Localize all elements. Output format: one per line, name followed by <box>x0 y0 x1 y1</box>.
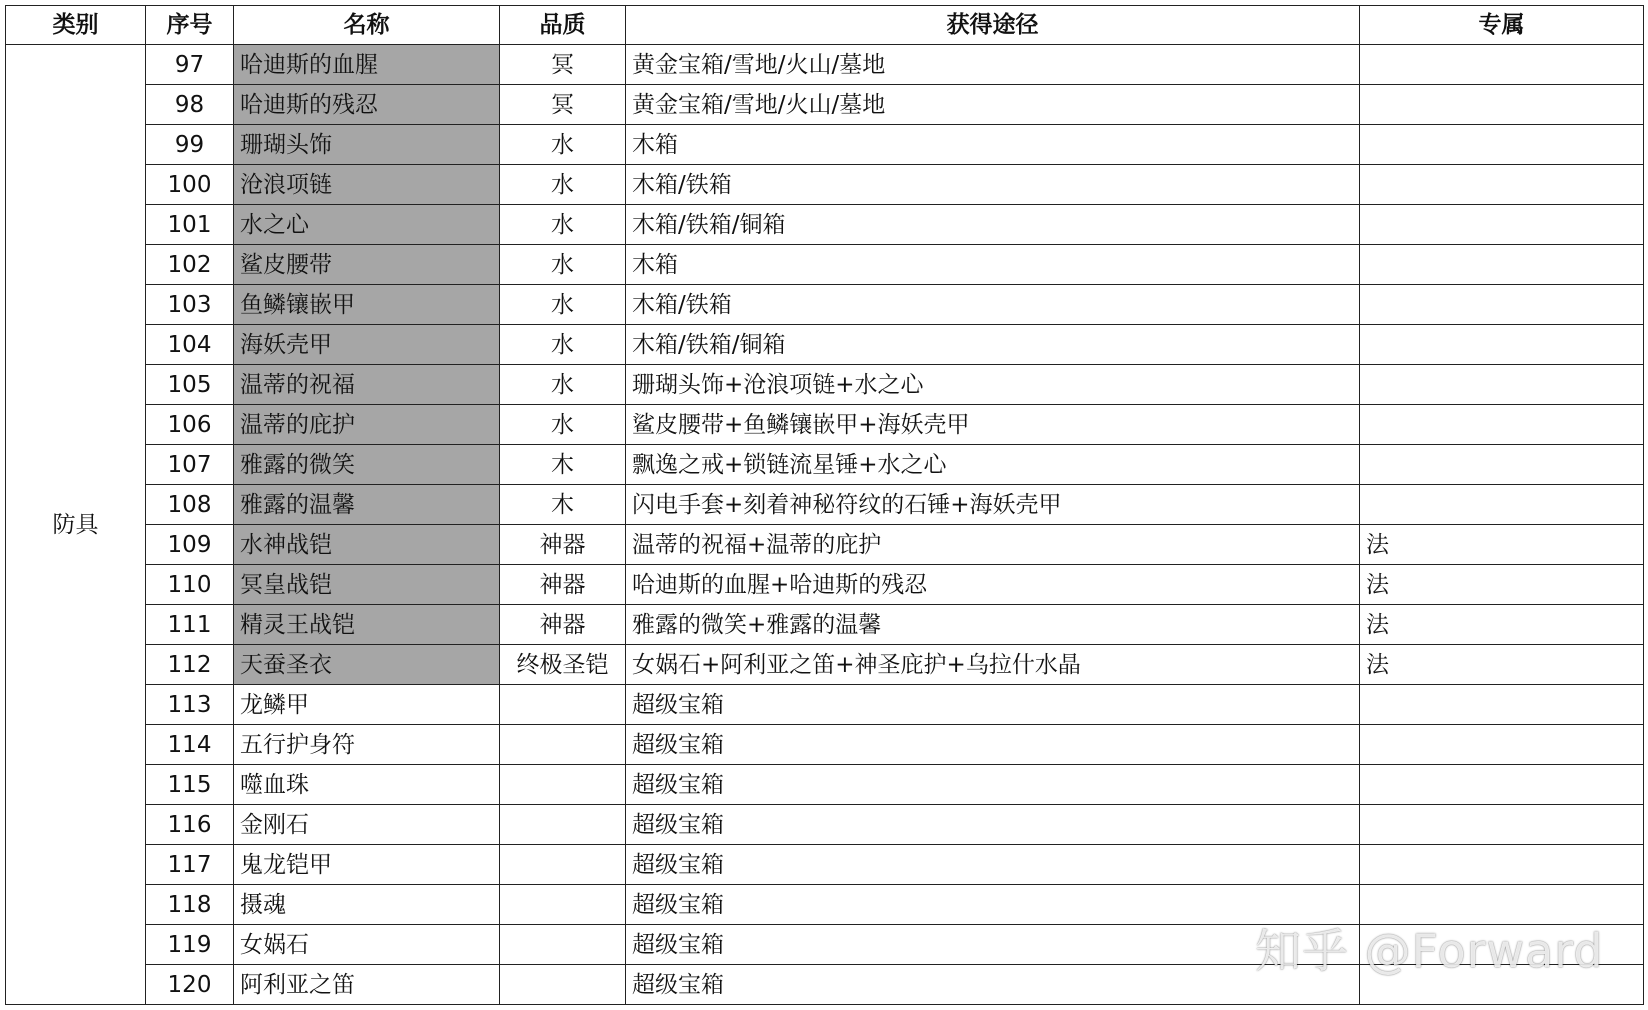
source-cell: 超级宝箱 <box>626 885 1360 925</box>
number-cell: 104 <box>146 325 234 365</box>
exclusive-cell: 法 <box>1360 525 1644 565</box>
quality-cell <box>500 765 626 805</box>
table-row <box>6 165 1644 205</box>
exclusive-cell <box>1360 365 1644 405</box>
name-cell: 哈迪斯的血腥 <box>234 45 500 85</box>
quality-cell: 水 <box>500 125 626 165</box>
table-row <box>6 645 1644 685</box>
quality-cell <box>500 805 626 845</box>
exclusive-cell <box>1360 485 1644 525</box>
name-cell: 雅露的微笑 <box>234 445 500 485</box>
name-cell: 雅露的温馨 <box>234 485 500 525</box>
table-row <box>6 245 1644 285</box>
source-cell: 木箱/铁箱 <box>626 165 1360 205</box>
exclusive-cell <box>1360 725 1644 765</box>
exclusive-cell <box>1360 245 1644 285</box>
exclusive-cell <box>1360 765 1644 805</box>
header-category: 类别 <box>6 6 146 45</box>
name-cell: 女娲石 <box>234 925 500 965</box>
name-cell: 沧浪项链 <box>234 165 500 205</box>
table-row <box>6 405 1644 445</box>
number-cell: 97 <box>146 45 234 85</box>
number-cell: 112 <box>146 645 234 685</box>
source-cell: 雅露的微笑+雅露的温馨 <box>626 605 1360 645</box>
exclusive-cell: 法 <box>1360 605 1644 645</box>
number-cell: 113 <box>146 685 234 725</box>
quality-cell: 神器 <box>500 605 626 645</box>
name-cell: 鬼龙铠甲 <box>234 845 500 885</box>
number-cell: 99 <box>146 125 234 165</box>
quality-cell: 冥 <box>500 45 626 85</box>
quality-cell <box>500 965 626 1005</box>
name-cell: 温蒂的祝福 <box>234 365 500 405</box>
name-cell: 精灵王战铠 <box>234 605 500 645</box>
name-cell: 阿利亚之笛 <box>234 965 500 1005</box>
exclusive-cell <box>1360 965 1644 1005</box>
exclusive-cell <box>1360 45 1644 85</box>
exclusive-cell <box>1360 405 1644 445</box>
source-cell: 鲨皮腰带+鱼鳞镶嵌甲+海妖壳甲 <box>626 405 1360 445</box>
exclusive-cell <box>1360 165 1644 205</box>
number-cell: 101 <box>146 205 234 245</box>
number-cell: 114 <box>146 725 234 765</box>
table-row <box>6 765 1644 805</box>
table-row <box>6 365 1644 405</box>
equipment-table <box>5 5 1644 1005</box>
exclusive-cell <box>1360 685 1644 725</box>
name-cell: 摄魂 <box>234 885 500 925</box>
number-cell: 103 <box>146 285 234 325</box>
quality-cell: 神器 <box>500 525 626 565</box>
number-cell: 110 <box>146 565 234 605</box>
exclusive-cell <box>1360 285 1644 325</box>
name-cell: 冥皇战铠 <box>234 565 500 605</box>
exclusive-cell <box>1360 85 1644 125</box>
table-row <box>6 205 1644 245</box>
table-row <box>6 125 1644 165</box>
exclusive-cell <box>1360 885 1644 925</box>
header-row <box>6 6 1644 45</box>
quality-cell <box>500 885 626 925</box>
name-cell: 温蒂的庇护 <box>234 405 500 445</box>
name-cell: 鲨皮腰带 <box>234 245 500 285</box>
name-cell: 天蚕圣衣 <box>234 645 500 685</box>
number-cell: 117 <box>146 845 234 885</box>
header-name: 名称 <box>234 6 500 45</box>
watermark: 知乎 @Forward <box>1255 924 1604 978</box>
source-cell: 超级宝箱 <box>626 725 1360 765</box>
source-cell: 超级宝箱 <box>626 965 1360 1005</box>
table-row <box>6 925 1644 965</box>
table-row <box>6 325 1644 365</box>
quality-cell: 神器 <box>500 565 626 605</box>
header-source: 获得途径 <box>626 6 1360 45</box>
number-cell: 108 <box>146 485 234 525</box>
quality-cell: 水 <box>500 245 626 285</box>
quality-cell <box>500 845 626 885</box>
table-row <box>6 485 1644 525</box>
table-row <box>6 85 1644 125</box>
source-cell: 黄金宝箱/雪地/火山/墓地 <box>626 85 1360 125</box>
table-row <box>6 885 1644 925</box>
number-cell: 105 <box>146 365 234 405</box>
name-cell: 五行护身符 <box>234 725 500 765</box>
quality-cell: 终极圣铠 <box>500 645 626 685</box>
exclusive-cell: 法 <box>1360 645 1644 685</box>
source-cell: 闪电手套+刻着神秘符纹的石锤+海妖壳甲 <box>626 485 1360 525</box>
number-cell: 106 <box>146 405 234 445</box>
table-row <box>6 965 1644 1005</box>
source-cell: 木箱/铁箱 <box>626 285 1360 325</box>
table-row <box>6 725 1644 765</box>
header-number: 序号 <box>146 6 234 45</box>
table-row <box>6 445 1644 485</box>
source-cell: 珊瑚头饰+沧浪项链+水之心 <box>626 365 1360 405</box>
source-cell: 木箱/铁箱/铜箱 <box>626 205 1360 245</box>
name-cell: 珊瑚头饰 <box>234 125 500 165</box>
number-cell: 119 <box>146 925 234 965</box>
name-cell: 噬血珠 <box>234 765 500 805</box>
header-exclusive: 专属 <box>1360 6 1644 45</box>
exclusive-cell <box>1360 125 1644 165</box>
source-cell: 超级宝箱 <box>626 845 1360 885</box>
table-row <box>6 605 1644 645</box>
exclusive-cell: 法 <box>1360 565 1644 605</box>
table-row <box>6 805 1644 845</box>
quality-cell: 水 <box>500 205 626 245</box>
quality-cell: 木 <box>500 485 626 525</box>
exclusive-cell <box>1360 205 1644 245</box>
quality-cell: 木 <box>500 445 626 485</box>
exclusive-cell <box>1360 325 1644 365</box>
name-cell: 龙鳞甲 <box>234 685 500 725</box>
name-cell: 哈迪斯的残忍 <box>234 85 500 125</box>
quality-cell: 水 <box>500 165 626 205</box>
quality-cell: 水 <box>500 285 626 325</box>
table-body <box>6 45 1644 1005</box>
table-row <box>6 45 1644 85</box>
number-cell: 115 <box>146 765 234 805</box>
source-cell: 木箱 <box>626 245 1360 285</box>
number-cell: 118 <box>146 885 234 925</box>
quality-cell: 水 <box>500 405 626 445</box>
exclusive-cell <box>1360 445 1644 485</box>
source-cell: 木箱 <box>626 125 1360 165</box>
source-cell: 女娲石+阿利亚之笛+神圣庇护+乌拉什水晶 <box>626 645 1360 685</box>
source-cell: 超级宝箱 <box>626 805 1360 845</box>
source-cell: 超级宝箱 <box>626 685 1360 725</box>
source-cell: 木箱/铁箱/铜箱 <box>626 325 1360 365</box>
table-row <box>6 285 1644 325</box>
source-cell: 哈迪斯的血腥+哈迪斯的残忍 <box>626 565 1360 605</box>
table-row <box>6 525 1644 565</box>
table-row <box>6 685 1644 725</box>
quality-cell: 水 <box>500 365 626 405</box>
number-cell: 120 <box>146 965 234 1005</box>
exclusive-cell <box>1360 925 1644 965</box>
number-cell: 111 <box>146 605 234 645</box>
number-cell: 98 <box>146 85 234 125</box>
source-cell: 温蒂的祝福+温蒂的庇护 <box>626 525 1360 565</box>
category-cell: 防具 <box>6 45 146 1005</box>
quality-cell: 冥 <box>500 85 626 125</box>
number-cell: 109 <box>146 525 234 565</box>
source-cell: 超级宝箱 <box>626 765 1360 805</box>
name-cell: 鱼鳞镶嵌甲 <box>234 285 500 325</box>
number-cell: 102 <box>146 245 234 285</box>
name-cell: 水之心 <box>234 205 500 245</box>
quality-cell <box>500 725 626 765</box>
name-cell: 金刚石 <box>234 805 500 845</box>
quality-cell: 水 <box>500 325 626 365</box>
table-row <box>6 845 1644 885</box>
quality-cell <box>500 925 626 965</box>
table-row <box>6 565 1644 605</box>
exclusive-cell <box>1360 845 1644 885</box>
number-cell: 116 <box>146 805 234 845</box>
header-quality: 品质 <box>500 6 626 45</box>
source-cell: 超级宝箱 <box>626 925 1360 965</box>
quality-cell <box>500 685 626 725</box>
number-cell: 100 <box>146 165 234 205</box>
source-cell: 黄金宝箱/雪地/火山/墓地 <box>626 45 1360 85</box>
source-cell: 飘逸之戒+锁链流星锤+水之心 <box>626 445 1360 485</box>
name-cell: 海妖壳甲 <box>234 325 500 365</box>
exclusive-cell <box>1360 805 1644 845</box>
name-cell: 水神战铠 <box>234 525 500 565</box>
number-cell: 107 <box>146 445 234 485</box>
